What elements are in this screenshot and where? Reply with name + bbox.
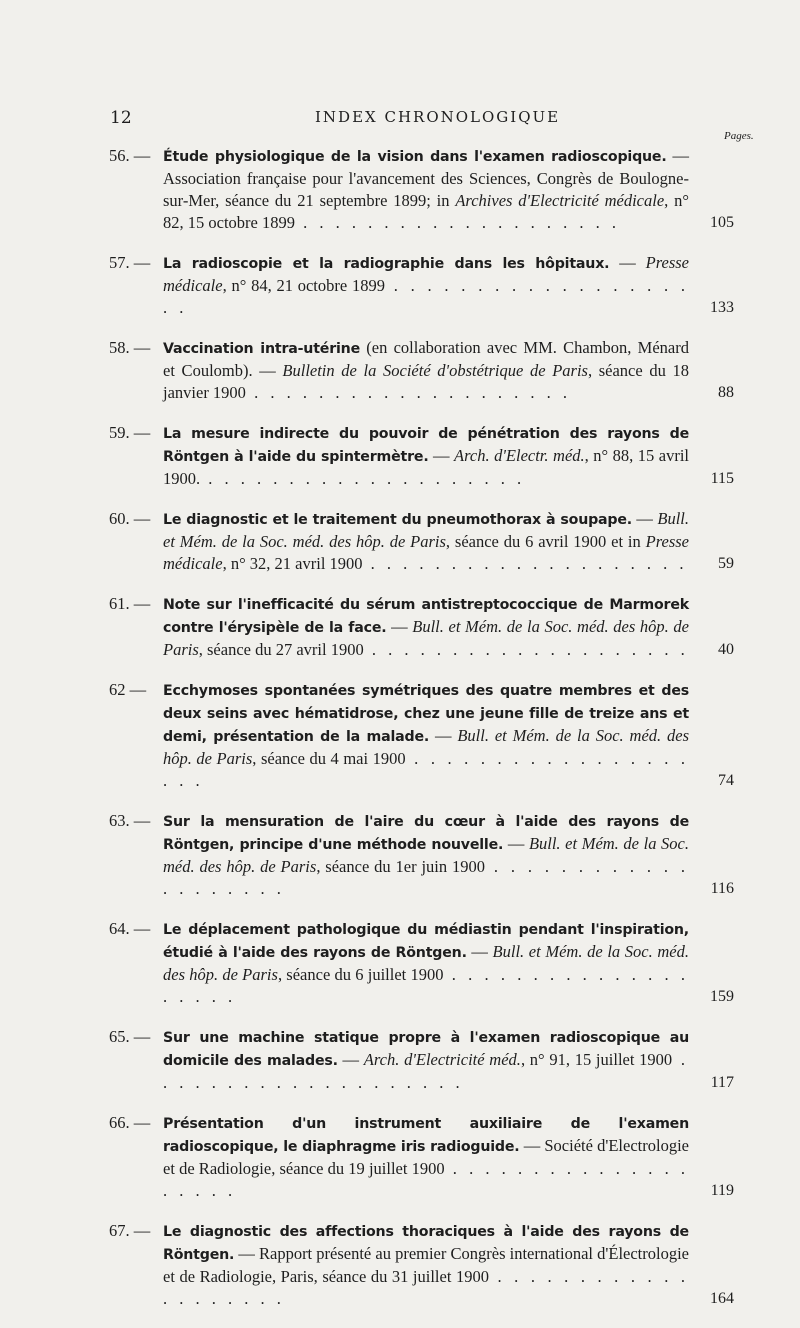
leader-dots: . . . . . . . . . . . . . . . . . . . .	[200, 469, 526, 488]
entry-details: , séance du 27 avril 1900	[198, 640, 364, 659]
entry-page-number: 74	[718, 772, 734, 789]
entry-source: Bull. et Mém. de la Soc. méd. des hôp. de Paris	[163, 834, 690, 876]
entry-source-secondary: Presse médicale	[163, 532, 689, 573]
entry-text	[163, 508, 689, 575]
entry-description: —	[503, 834, 529, 853]
entry-description: —	[337, 1050, 364, 1069]
entry-number: 67. —	[109, 1221, 151, 1240]
running-title: INDEX CHRONOLOGIQUE	[315, 108, 561, 126]
entry-title: Sur une machine statique propre à l'examen radioscopique au domicile des malades.	[163, 1030, 689, 1069]
entry-text	[163, 679, 689, 792]
entry-description: — Société d'Electrologie et de Radiologie, séance du 19 juillet 1900	[163, 1136, 689, 1178]
entry-source: Bull. et Mém. de la Soc. méd. des hôp. de Paris	[163, 509, 689, 551]
entry-title: Étude physiologique de la vision dans l'examen radioscopique.	[163, 149, 667, 165]
leader-dots: . . . . . . . . . . . . . . . . . . . .	[163, 1159, 689, 1200]
entry-page-number: 164	[710, 1290, 734, 1307]
leader-dots: . . . . . . . . . . . . . . . . . . . .	[294, 213, 620, 232]
index-entry	[0, 679, 800, 792]
index-entry	[0, 145, 800, 234]
entry-text	[163, 810, 689, 900]
entry-text	[163, 918, 689, 1008]
pages-column-label: Pages.	[724, 130, 754, 142]
chronological-index-list	[0, 145, 800, 1328]
page-number: 12	[110, 108, 132, 128]
entry-page-number: 159	[710, 988, 734, 1005]
entry-text	[163, 422, 689, 490]
entry-title: Présentation d'un instrument auxiliaire de l'examen radioscopique, le diaphragme iris radioguide.	[163, 1116, 689, 1155]
page-header	[0, 108, 800, 142]
entry-page-number: 115	[710, 470, 734, 487]
leader-dots: . . . . . . . . . . . . . . . . . . . .	[163, 1267, 689, 1308]
entry-number: 59. —	[109, 423, 151, 442]
entry-text	[163, 1220, 689, 1310]
entry-title: Vaccination intra-utérine	[163, 341, 360, 357]
index-entry	[0, 593, 800, 661]
entry-text	[163, 145, 689, 234]
entry-page-number: 133	[710, 299, 734, 316]
entry-number: 58. —	[109, 338, 151, 357]
leader-dots: . . . . . . . . . . . . . . . . . . . .	[163, 1050, 690, 1092]
entry-details: , séance du 1er juin 1900	[316, 857, 486, 876]
entry-page-number: 119	[710, 1182, 734, 1199]
entry-page-number: 116	[710, 880, 734, 897]
entry-description: —	[386, 617, 413, 636]
entry-details: , n° 82, 15 octobre 1899	[163, 191, 689, 232]
entry-text	[163, 1026, 689, 1094]
entry-source: Arch. d'Electr. méd.	[454, 446, 585, 465]
leader-dots: . . . . . . . . . . . . . . . . . . . .	[163, 965, 690, 1006]
entry-number: 56. —	[109, 146, 151, 165]
entry-details: , n° 84, 21 octobre 1899	[222, 276, 385, 295]
entry-details: , séance du 6 juillet 1900	[277, 965, 444, 984]
entry-number: 60. —	[109, 509, 151, 528]
leader-dots: . . . . . . . . . . . . . . . . . . . .	[163, 749, 689, 790]
leader-dots: . . . . . . . . . . . . . . . . . . . .	[245, 383, 571, 402]
entry-title: Le déplacement pathologique du médiastin pendant l'inspiration, étudié à l'aide des rayons de Röntgen.	[163, 922, 689, 961]
entry-details: , séance du 18 janvier 1900	[163, 361, 689, 402]
leader-dots: . . . . . . . . . . . . . . . . . . . .	[362, 554, 688, 573]
entry-description: — Rapport présenté au premier Congrès international d'Électrologie et de Radiologie, Paris, séance du 31 juillet 1900	[163, 1244, 689, 1286]
entry-number: 63. —	[109, 811, 151, 830]
entry-source: Arch. d'Electricité méd.	[363, 1050, 521, 1069]
entry-page-number: 88	[718, 384, 734, 401]
entry-source: Bull. et Mém. de la Soc. méd. des hôp. de Paris	[163, 617, 689, 659]
entry-title: La mesure indirecte du pouvoir de pénétration des rayons de Röntgen à l'aide du spintermètre.	[163, 426, 689, 465]
entry-number: 61. —	[109, 594, 151, 613]
index-entry	[0, 337, 800, 404]
entry-number: 62 —	[109, 680, 147, 699]
entry-title: Note sur l'inefficacité du sérum antistreptococcique de Marmorek contre l'érysipèle de la face.	[163, 597, 689, 636]
entry-source: Bulletin de la Société d'obstétrique de Paris	[282, 361, 588, 380]
entry-source: Bull. et Mém. de la Soc. méd. des hôp. de Paris	[163, 726, 690, 768]
entry-page-number: 59	[718, 555, 734, 572]
entry-description: —	[632, 509, 658, 528]
entry-text	[163, 252, 689, 319]
entry-number: 64. —	[109, 919, 151, 938]
index-entry	[0, 252, 800, 319]
leader-dots: . . . . . . . . . . . . . . . . . . . .	[363, 640, 689, 659]
entry-text	[163, 337, 689, 404]
entry-text	[163, 593, 689, 661]
entry-description: —	[466, 942, 493, 961]
index-entry	[0, 918, 800, 1008]
index-entry	[0, 1112, 800, 1202]
index-entry	[0, 1220, 800, 1310]
entry-number: 57. —	[109, 253, 151, 272]
entry-title: Le diagnostic et le traitement du pneumothorax à soupape.	[163, 512, 632, 528]
entry-details: , n° 91, 15 juillet 1900	[520, 1050, 673, 1069]
leader-dots: . . . . . . . . . . . . . . . . . . . .	[163, 276, 689, 317]
entry-title: Ecchymoses spontanées symétriques des quatre membres et des deux seins avec hématidrose, chez une jeune fille de treize ans et demi, présentation de la malade.	[163, 683, 689, 745]
entry-page-number: 40	[718, 641, 734, 658]
index-entry	[0, 810, 800, 900]
entry-title: Le diagnostic des affections thoraciques à l'aide des rayons de Röntgen.	[163, 1224, 689, 1263]
entry-details: , n° 88, 15 avril 1900.	[163, 446, 690, 488]
index-entry	[0, 422, 800, 490]
entry-source: Presse médicale	[163, 253, 689, 295]
entry-title: La radioscopie et la radiographie dans les hôpitaux.	[163, 256, 610, 272]
entry-number: 65. —	[109, 1027, 151, 1046]
entry-title: Sur la mensuration de l'aire du cœur à l'aide des rayons de Röntgen, principe d'une méthode nouvelle.	[163, 814, 689, 853]
entry-description: —	[428, 446, 455, 465]
entry-page-number: 105	[710, 214, 734, 231]
entry-details: , séance du 4 mai 1900	[252, 749, 406, 768]
entry-details-secondary: , n° 32, 21 avril 1900	[222, 554, 363, 573]
entry-page-number: 117	[710, 1074, 734, 1091]
entry-description: —	[429, 726, 458, 745]
entry-source: Bull. et Mém. de la Soc. méd. des hôp. de Paris	[163, 942, 689, 984]
entry-description: — Association française pour l'avancement des Sciences, Congrès de Boulogne-sur-Mer, séance du 21 septembre 1899; in	[163, 146, 690, 210]
entry-source: Archives d'Electricité médicale	[455, 191, 665, 210]
entry-text	[163, 1112, 689, 1202]
index-entry	[0, 508, 800, 575]
entry-description: —	[609, 253, 646, 272]
entry-details: , séance du 6 avril 1900 et in	[445, 532, 646, 551]
entry-description: (en collaboration avec MM. Chambon, Ménard et Coulomb). —	[163, 338, 689, 380]
entry-number: 66. —	[109, 1113, 151, 1132]
leader-dots: . . . . . . . . . . . . . . . . . . . .	[163, 857, 689, 898]
index-entry	[0, 1026, 800, 1094]
